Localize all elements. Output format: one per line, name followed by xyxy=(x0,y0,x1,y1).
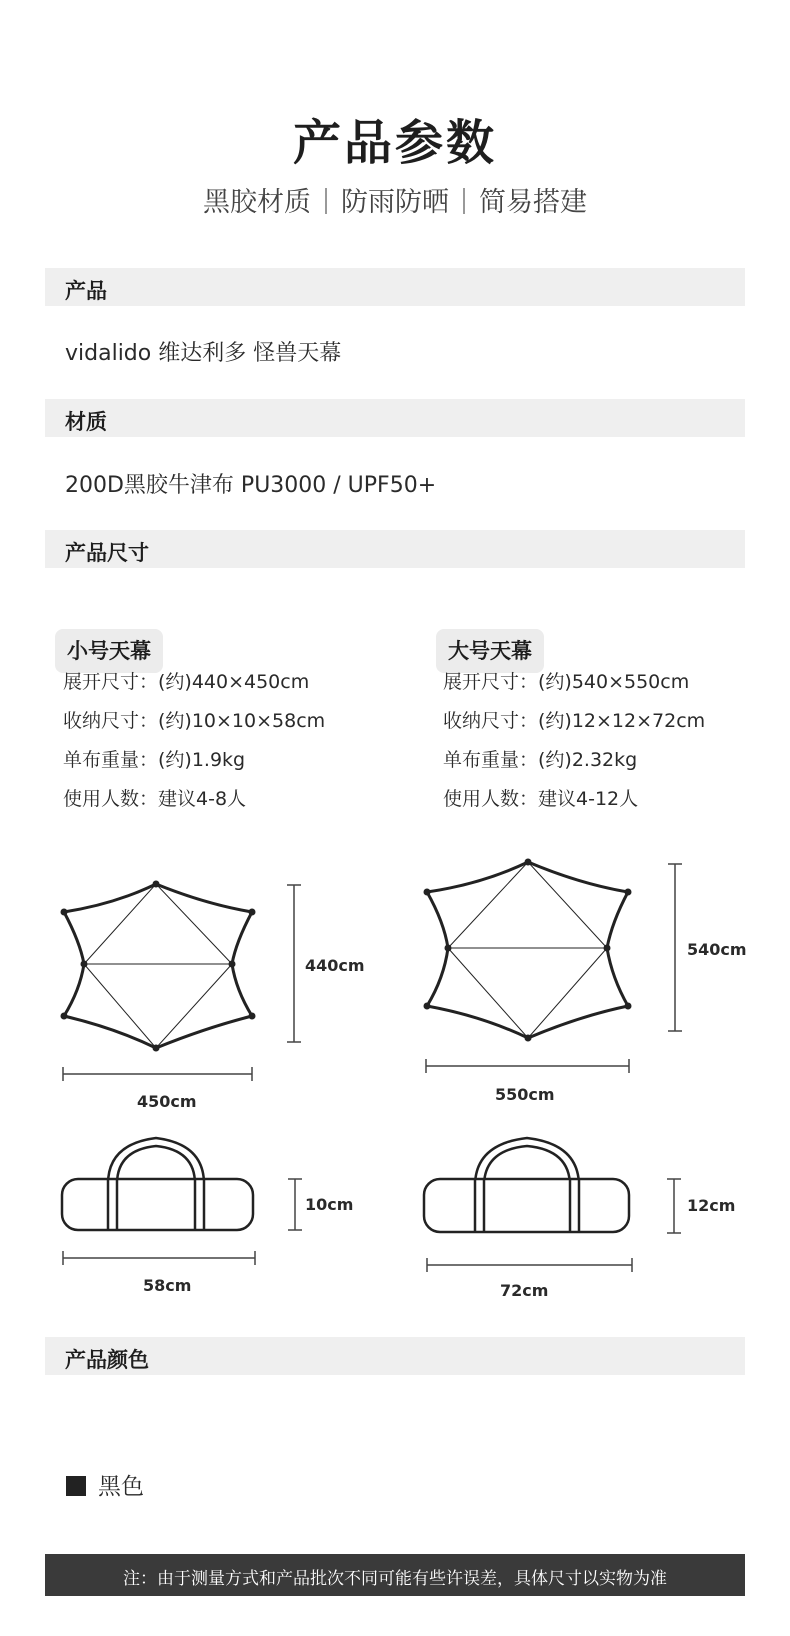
small-tarp-width: 450cm xyxy=(137,1092,197,1111)
disclaimer-bar xyxy=(45,1554,745,1596)
small-spec-unfolded: 展开尺寸：(约)440×450cm xyxy=(63,671,310,693)
small-tarp-height: 440cm xyxy=(305,956,365,975)
large-spec-weight: 单布重量：(约)2.32kg xyxy=(443,749,638,771)
color-swatch xyxy=(66,1476,86,1496)
color-name: 黑色 xyxy=(98,1474,144,1500)
small-spec-capacity: 使用人数：建议4-8人 xyxy=(63,788,247,810)
small-spec-weight: 单布重量：(约)1.9kg xyxy=(63,749,246,771)
large-spec-capacity: 使用人数：建议4-12人 xyxy=(443,788,639,810)
material-value: 200D黑胶牛津布 PU3000 / UPF50+ xyxy=(65,473,437,498)
small-bag-height: 10cm xyxy=(305,1195,354,1214)
large-tarp-width: 550cm xyxy=(495,1085,555,1104)
page-title: 产品参数 xyxy=(292,115,497,171)
disclaimer-text: 注：由于测量方式和产品批次不同可能有些许误差，具体尺寸以实物为准 xyxy=(123,1569,667,1589)
section-label: 材质 xyxy=(65,410,107,434)
section-label: 产品 xyxy=(65,279,107,303)
feature-2: 防雨防晒 xyxy=(341,187,449,218)
section-header-color xyxy=(45,1337,745,1375)
section-label: 产品颜色 xyxy=(65,1348,149,1372)
large-tarp-height: 540cm xyxy=(687,940,747,959)
product-name: vidalido 维达利多 怪兽天幕 xyxy=(65,341,342,366)
small-bag-length: 58cm xyxy=(143,1276,192,1295)
large-bag-height: 12cm xyxy=(687,1196,736,1215)
large-size-title: 大号天幕 xyxy=(436,629,544,673)
large-bag-length: 72cm xyxy=(500,1281,549,1300)
small-spec-packed: 收纳尺寸：(约)10×10×58cm xyxy=(63,710,326,732)
feature-3: 简易搭建 xyxy=(479,187,587,218)
large-spec-unfolded: 展开尺寸：(约)540×550cm xyxy=(443,671,690,693)
large-spec-packed: 收纳尺寸：(约)12×12×72cm xyxy=(443,710,706,732)
feature-1: 黑胶材质 xyxy=(203,187,311,218)
section-label: 产品尺寸 xyxy=(65,541,149,565)
small-size-title: 小号天幕 xyxy=(55,629,163,673)
